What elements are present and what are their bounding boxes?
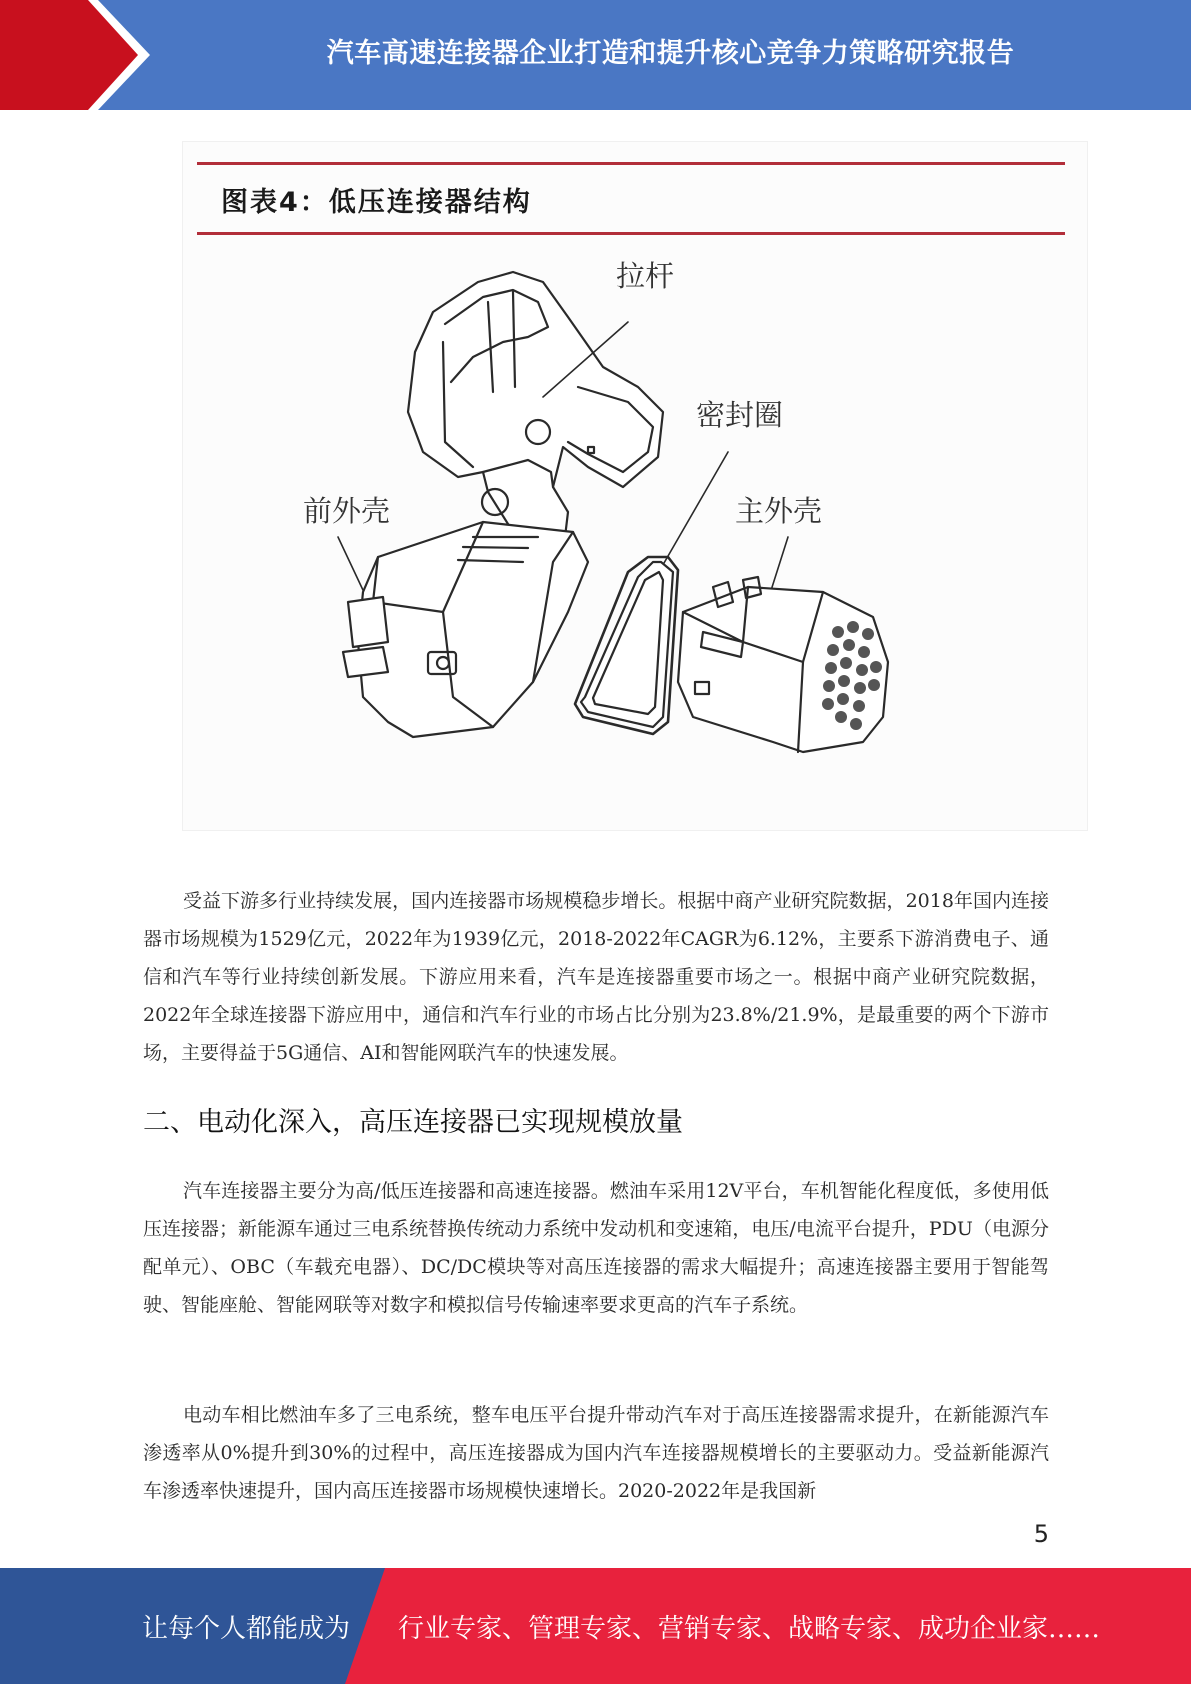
paragraph-connector-types: 汽车连接器主要分为高/低压连接器和高速连接器。燃油车采用12V平台，车机智能化程度低，多使用低压连接器；新能源车通过三电系统替换传统动力系统中发动机和变速箱，电压/电流平台提升，PDU（电源分配单元）、OBC（车载充电器）、DC/DC模块等对高压连接器的需求大幅提升；高速连接器主要用于智能驾驶、智能座舱、智能网联等对数字和模拟信号传输速率要求更高的汽车子系统。 bbox=[143, 1180, 1049, 1316]
label-front-shell: 前外壳 bbox=[303, 494, 391, 528]
label-seal-ring: 密封圈 bbox=[696, 398, 784, 432]
section-heading: 二、电动化深入，高压连接器已实现规模放量 bbox=[143, 1107, 683, 1138]
main-shell-part bbox=[678, 577, 888, 752]
label-pull-rod: 拉杆 bbox=[616, 259, 675, 293]
front-shell-part bbox=[343, 522, 588, 737]
footer-slogan-right: 行业专家、管理专家、营销专家、战略专家、成功企业家…… bbox=[398, 1613, 1101, 1644]
page-footer bbox=[0, 1568, 1191, 1684]
connector-illustration bbox=[183, 142, 1089, 832]
figure-connector-structure bbox=[182, 141, 1088, 831]
paragraph-market-scale: 受益下游多行业持续发展，国内连接器市场规模稳步增长。根据中商产业研究院数据，2018年国内连接器市场规模为1529亿元，2022年为1939亿元，2018-2022年CAGR为6.12%，主要系下游消费电子、通信和汽车等行业持续创新发展。下游应用来看，汽车是连接器重要市场之一。根据中商产业研究院数据，2022年全球连接器下游应用中，通信和汽车行业的市场占比分别为23.8%/21.9%，是最重要的两个下游市场，主要得益于5G通信、AI和智能网联汽车的快速发展。 bbox=[143, 890, 1049, 1064]
footer-slogan-left: 让每个人都能成为 bbox=[142, 1613, 351, 1644]
pull-rod-part bbox=[408, 272, 663, 547]
header-title: 汽车高速连接器企业打造和提升核心竞争力策略研究报告 bbox=[326, 37, 1015, 69]
paragraph-ev-demand: 电动车相比燃油车多了三电系统，整车电压平台提升带动汽车对于高压连接器需求提升，在新能源汽车渗透率从0%提升到30%的过程中，高压连接器成为国内汽车连接器规模增长的主要驱动力。受益新能源汽车渗透率快速提升，国内高压连接器市场规模快速增长。2020-2022年是我国新 bbox=[143, 1404, 1049, 1502]
figure-title: 图表4：低压连接器结构 bbox=[221, 187, 532, 218]
page-header bbox=[0, 0, 1191, 110]
seal-ring-part bbox=[575, 557, 678, 734]
page-number: 5 bbox=[1033, 1520, 1049, 1548]
label-main-shell: 主外壳 bbox=[735, 494, 823, 528]
